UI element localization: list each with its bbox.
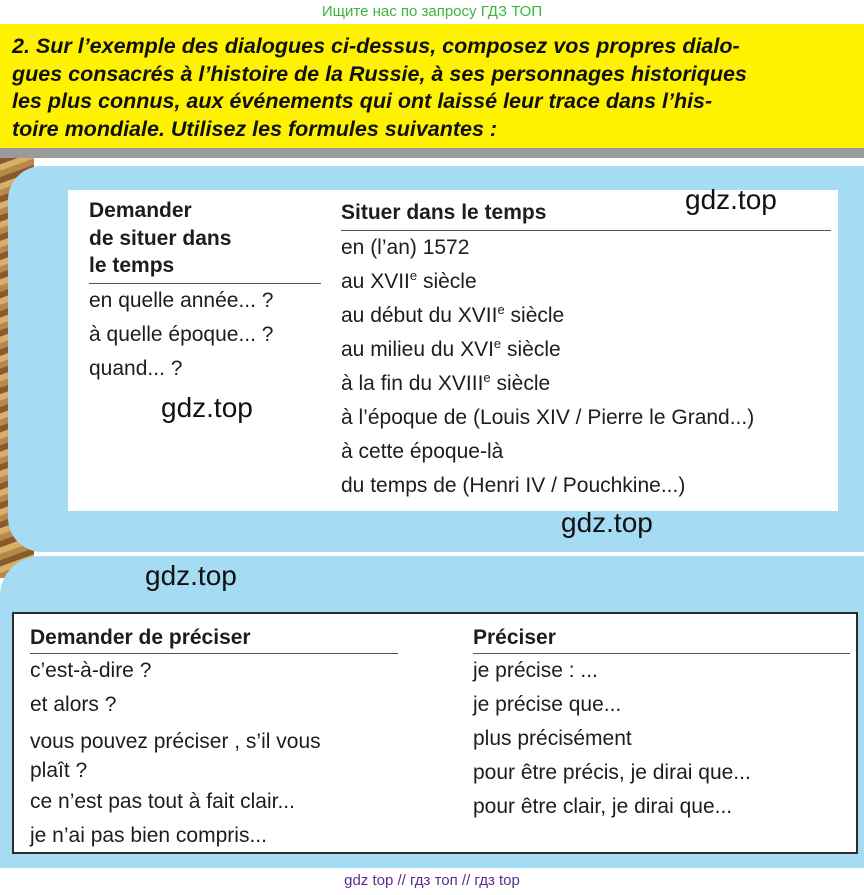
list-item: je précise que... xyxy=(473,692,622,716)
task-line: gues consacrés à l’histoire de la Russie, à ses personnages historiques xyxy=(12,61,747,86)
task-text xyxy=(12,33,832,143)
list-item: c’est-à-dire ? xyxy=(30,658,152,682)
list-item: vous pouvez préciser , s’il vous xyxy=(30,729,321,753)
task-panel xyxy=(0,24,864,148)
list-item: à cette époque-là xyxy=(341,439,504,463)
site-banner: Ищите нас по запросу ГДЗ ТОП xyxy=(321,3,543,20)
list-item: pour être clair, je dirai que... xyxy=(473,794,733,818)
list-item: au début du XVIIe siècle xyxy=(341,301,565,327)
clarify-header: Préciser xyxy=(473,624,850,654)
situate-time-column xyxy=(341,198,831,503)
list-item: à l’époque de (Louis XIV / Pierre le Grand...) xyxy=(341,405,755,429)
list-item: je précise : ... xyxy=(473,658,598,682)
header-line: de situer dans xyxy=(89,226,232,250)
task-line: 2. Sur l’exemple des dialogues ci-dessus, composez vos propres dialo- xyxy=(12,34,740,58)
ask-time-column xyxy=(89,197,321,386)
list-item: à quelle époque... ? xyxy=(89,322,274,346)
task-line: toire mondiale. Utilisez les formules suivantes : xyxy=(12,116,498,141)
list-item: du temps de (Henri IV / Pouchkine...) xyxy=(341,473,686,497)
watermark: gdz.top xyxy=(161,392,253,423)
ask-clarify-column xyxy=(30,624,398,853)
situate-time-header: Situer dans le temps xyxy=(341,198,831,231)
ask-clarify-header: Demander de préciser xyxy=(30,624,398,654)
list-item: je n’ai pas bien compris... xyxy=(30,823,267,847)
list-item: et alors ? xyxy=(30,692,117,716)
task-line: les plus connus, aux événements qui ont laissé leur trace dans l’his- xyxy=(12,89,713,113)
footer-text: gdz top // гдз топ // гдз top xyxy=(344,872,520,889)
divider-strip xyxy=(0,148,864,158)
watermark: gdz.top xyxy=(145,560,237,591)
watermark: gdz.top xyxy=(561,507,653,538)
list-item: quand... ? xyxy=(89,356,183,380)
time-phrases-box xyxy=(68,190,838,511)
list-item: au XVIIe siècle xyxy=(341,267,477,293)
clarify-phrases-box xyxy=(12,612,858,854)
list-item: en (l’an) 1572 xyxy=(341,235,470,259)
list-item: pour être précis, je dirai que... xyxy=(473,760,751,784)
list-item: plaît ? xyxy=(30,758,88,782)
watermark: gdz.top xyxy=(685,184,777,215)
header-line: le temps xyxy=(89,254,175,277)
list-item: en quelle année... ? xyxy=(89,288,274,312)
list-item: au milieu du XVIe siècle xyxy=(341,335,561,361)
ask-time-header xyxy=(89,197,321,284)
list-item: ce n’est pas tout à fait clair... xyxy=(30,789,295,813)
clarify-column xyxy=(473,624,850,824)
header-line: Demander xyxy=(89,199,192,222)
list-item: plus précisément xyxy=(473,726,632,750)
list-item: à la fin du XVIIIe siècle xyxy=(341,369,551,395)
